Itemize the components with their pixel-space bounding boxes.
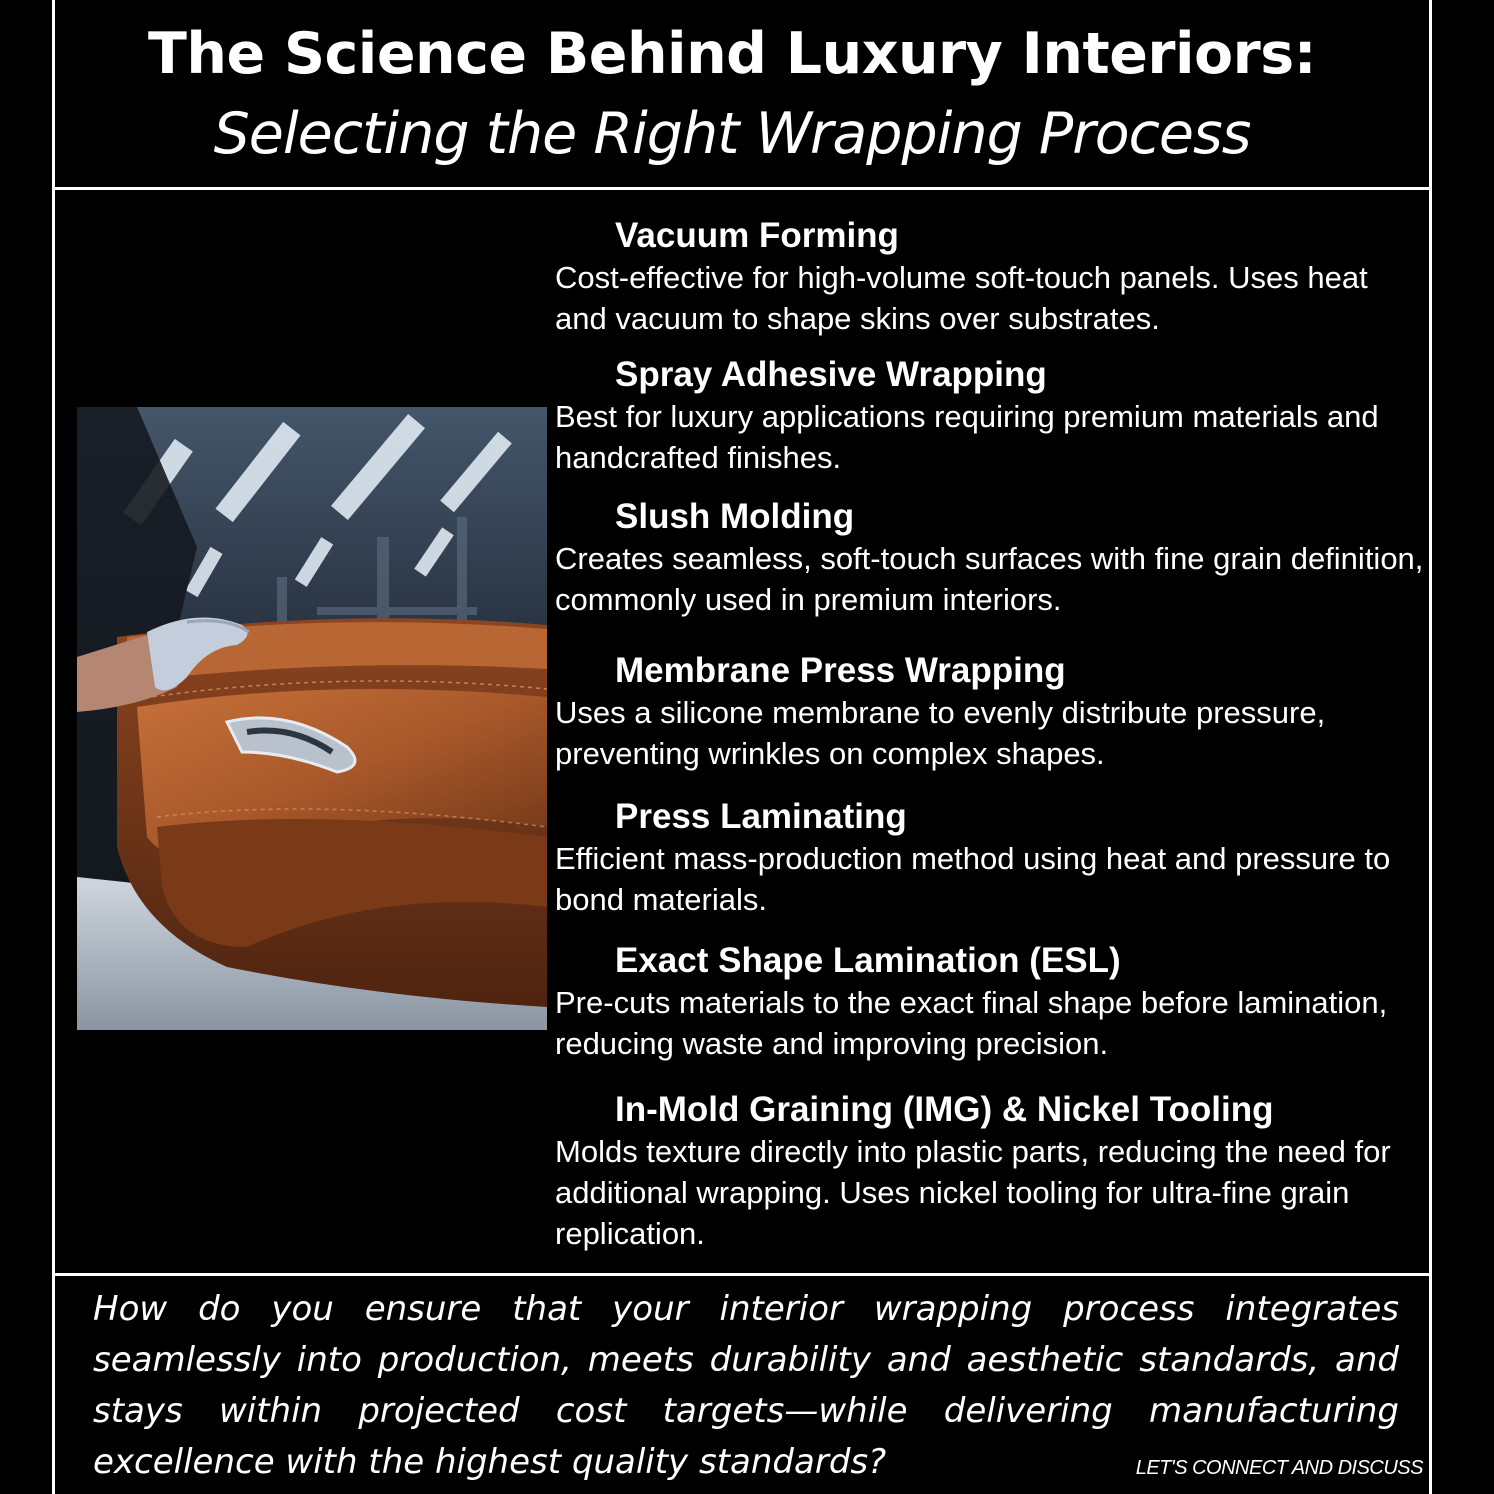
footer <box>55 1276 1429 1494</box>
page-subtitle: Selecting the Right Wrapping Process <box>213 101 1251 167</box>
header <box>55 0 1429 190</box>
call-to-action: LET'S CONNECT AND DISCUSS <box>1135 1457 1423 1479</box>
poster-frame <box>52 0 1432 1494</box>
process-title: Spray Adhesive Wrapping <box>615 355 1047 394</box>
process-title: Exact Shape Lamination (ESL) <box>615 941 1121 980</box>
process-description: Cost-effective for high-volume soft-touch panels. Uses heat and vacuum to shape skins over substrates. <box>555 260 1368 336</box>
page-title: The Science Behind Luxury Interiors: <box>147 21 1316 87</box>
process-item <box>555 940 1425 1064</box>
process-item <box>555 496 1425 620</box>
process-title: Press Laminating <box>615 797 907 836</box>
process-description: Efficient mass-production method using heat and pressure to bond materials. <box>555 841 1391 917</box>
process-title: Vacuum Forming <box>615 216 899 255</box>
process-title: Membrane Press Wrapping <box>615 651 1066 690</box>
process-item <box>555 1089 1425 1254</box>
process-item <box>555 796 1425 920</box>
car-door-interior-photo <box>77 407 547 1030</box>
process-description: Pre-cuts materials to the exact final shape before lamination, reducing waste and improving precision. <box>555 985 1388 1061</box>
closing-question: How do you ensure that your interior wrapping process integrates seamlessly into production, meets durability and aesthetic standards, and stays within projected cost targets—while delivering manufacturing excellence with the highest quality standards? <box>93 1289 1399 1482</box>
process-description: Uses a silicone membrane to evenly distribute pressure, preventing wrinkles on complex shapes. <box>555 695 1326 771</box>
process-description: Molds texture directly into plastic parts, reducing the need for additional wrapping. Uses nickel tooling for ultra-fine grain replication. <box>555 1134 1391 1251</box>
process-title: Slush Molding <box>615 497 855 536</box>
content-section <box>55 190 1429 1276</box>
process-description: Creates seamless, soft-touch surfaces with fine grain definition, commonly used in premium interiors. <box>555 541 1424 617</box>
process-description: Best for luxury applications requiring premium materials and handcrafted finishes. <box>555 399 1379 475</box>
process-item <box>555 215 1425 339</box>
process-item <box>555 650 1425 774</box>
process-item <box>555 354 1425 478</box>
process-title: In-Mold Graining (IMG) & Nickel Tooling <box>615 1090 1274 1129</box>
